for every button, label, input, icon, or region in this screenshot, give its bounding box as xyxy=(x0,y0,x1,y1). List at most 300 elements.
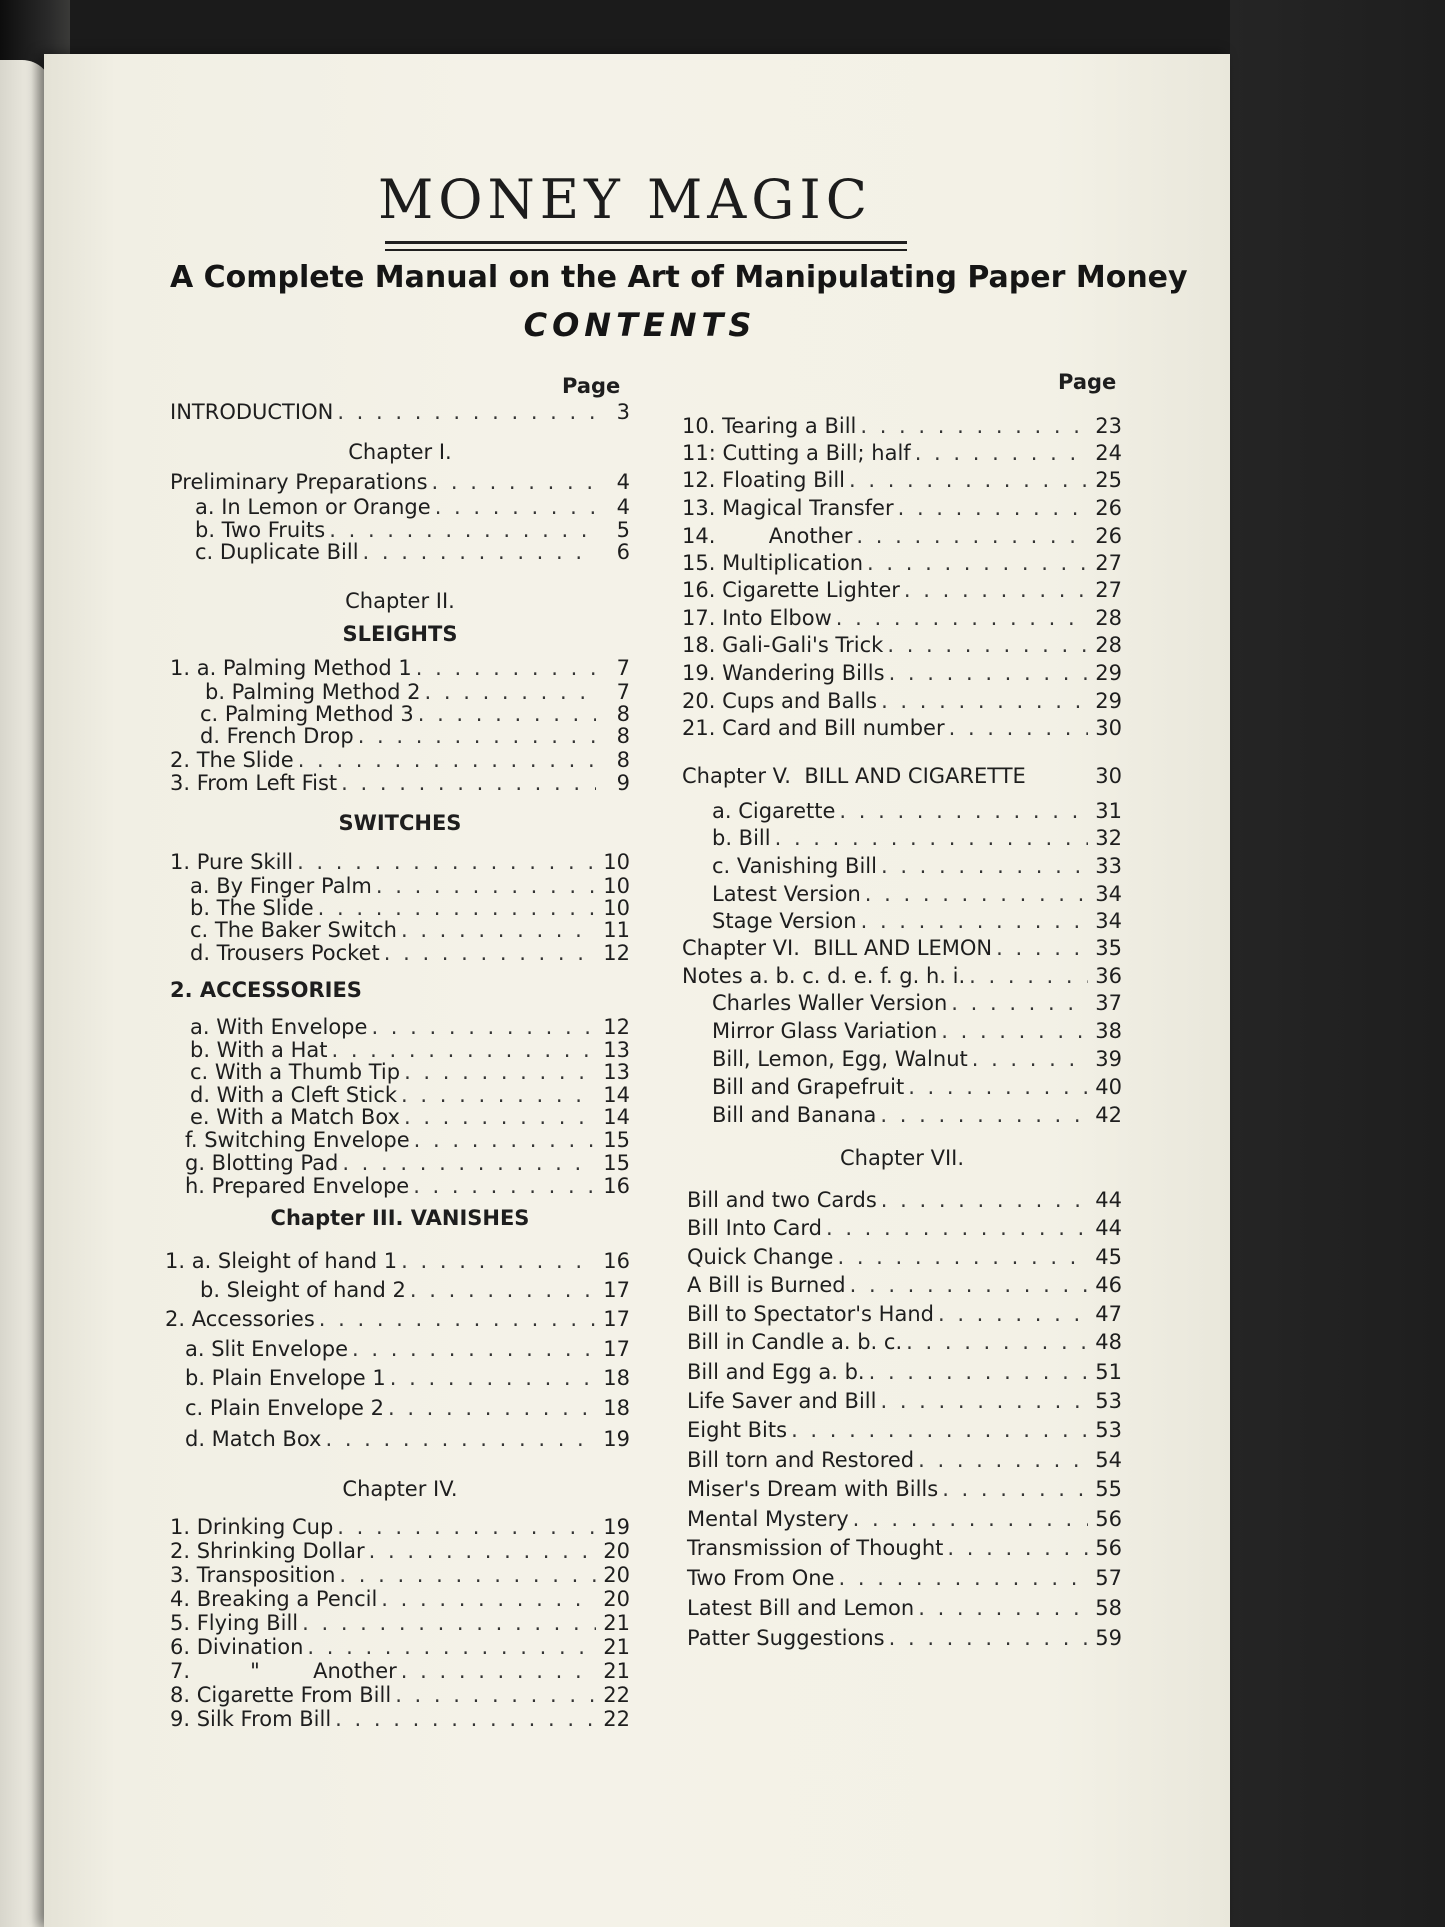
toc-entry-c-the-baker-switch xyxy=(170,918,630,942)
toc-entry-1-pure-skill xyxy=(170,850,630,874)
dot-leader xyxy=(381,1587,596,1611)
toc-entry-label: Two From One xyxy=(687,1566,835,1590)
toc-entry-label: a. With Envelope xyxy=(190,1015,368,1039)
section-heading-chapter-ii: Chapter II. xyxy=(345,589,455,613)
toc-entry-label: Bill to Spectator's Hand xyxy=(687,1302,934,1326)
toc-entry-page-number: 28 xyxy=(1095,633,1122,657)
toc-entry-page-number: 48 xyxy=(1095,1330,1122,1354)
dot-leader xyxy=(414,1128,596,1152)
toc-entry-page-number: 56 xyxy=(1095,1536,1122,1560)
toc-entry-label: Life Saver and Bill xyxy=(687,1389,877,1413)
dot-leader xyxy=(307,1635,596,1659)
dot-leader xyxy=(404,1105,596,1129)
dot-leader xyxy=(425,680,596,704)
toc-entry-label: 14. Another xyxy=(682,524,853,548)
toc-entry-bill-to-spectator-s-hand xyxy=(682,1302,1122,1326)
toc-entry-stage-version xyxy=(682,909,1122,933)
title-rule-thin xyxy=(385,249,907,251)
dot-leader xyxy=(881,689,1088,713)
dot-leader xyxy=(972,1047,1088,1071)
right-page-label: Page xyxy=(1058,370,1117,394)
toc-entry-page-number: 22 xyxy=(603,1707,630,1731)
toc-entry-page-number: 20 xyxy=(603,1563,630,1587)
section-heading-2-accessories: 2. ACCESSORIES xyxy=(170,978,362,1002)
dot-leader xyxy=(906,1330,1088,1354)
toc-entry-label: 2. Accessories xyxy=(165,1307,315,1331)
dot-leader xyxy=(791,1418,1088,1442)
toc-entry-page-number: 22 xyxy=(603,1683,630,1707)
toc-entry-label: Latest Version xyxy=(712,882,861,906)
toc-entry-label: 4. Breaking a Pencil xyxy=(170,1587,378,1611)
dot-leader xyxy=(395,1683,596,1707)
toc-entry-page-number: 53 xyxy=(1095,1389,1122,1413)
toc-entry-page-number: 13 xyxy=(603,1060,630,1084)
toc-entry-page-number: 27 xyxy=(1095,551,1122,575)
toc-entry-bill-and-egg-a-b xyxy=(682,1360,1122,1384)
toc-entry-page-number: 7 xyxy=(616,680,630,704)
toc-entry-page-number: 14 xyxy=(603,1083,630,1107)
toc-entry-8-cigarette-from-bill xyxy=(170,1683,630,1707)
toc-entry-bill-and-grapefruit xyxy=(682,1075,1122,1099)
toc-entry-bill-into-card xyxy=(682,1216,1122,1240)
dot-leader xyxy=(836,606,1088,630)
section-heading-chapter-i: Chapter I. xyxy=(348,440,452,464)
toc-entry-page-number: 8 xyxy=(616,748,630,772)
toc-entry-label: Stage Version xyxy=(712,909,857,933)
dot-leader xyxy=(401,918,596,942)
dot-leader xyxy=(865,882,1088,906)
dot-leader xyxy=(390,1366,596,1390)
toc-entry-page-number: 21 xyxy=(603,1635,630,1659)
toc-entry-label: Mental Mystery xyxy=(687,1507,849,1531)
toc-entry-page-number: 39 xyxy=(1095,1047,1122,1071)
toc-entry-b-the-slide xyxy=(170,896,630,920)
dot-leader xyxy=(342,1151,596,1175)
toc-entry-b-plain-envelope-1 xyxy=(170,1366,630,1390)
dot-leader xyxy=(401,1249,596,1273)
toc-entry-label: c. Palming Method 3 xyxy=(200,702,414,726)
toc-entry-label: Notes a. b. c. d. e. f. g. h. i. xyxy=(682,964,966,988)
toc-entry-18-gali-gali-s-trick xyxy=(682,633,1122,657)
toc-entry-patter-suggestions xyxy=(682,1626,1122,1650)
toc-entry-page-number: 16 xyxy=(603,1249,630,1273)
background-right xyxy=(1230,0,1445,1927)
toc-entry-page-number: 46 xyxy=(1095,1273,1122,1297)
toc-entry-life-saver-and-bill xyxy=(682,1389,1122,1413)
dot-leader xyxy=(369,1539,596,1563)
toc-entry-c-with-a-thumb-tip xyxy=(170,1060,630,1084)
dot-leader xyxy=(384,941,596,965)
toc-entry-label: Bill and Grapefruit xyxy=(712,1075,905,1099)
section-heading-switches: SWITCHES xyxy=(338,811,462,835)
toc-entry-page-number: 15 xyxy=(603,1128,630,1152)
toc-entry-label: 12. Floating Bill xyxy=(682,468,845,492)
dot-leader xyxy=(341,771,596,795)
toc-entry-label: Mirror Glass Variation xyxy=(712,1019,938,1043)
toc-entry-label: c. Plain Envelope 2 xyxy=(185,1396,384,1420)
toc-entry-label: b. Bill xyxy=(712,826,771,850)
toc-entry-page-number: 56 xyxy=(1095,1507,1122,1531)
toc-entry-chapter-vi-bill-and-lemon xyxy=(682,936,1122,960)
toc-entry-1-a-sleight-of-hand-1 xyxy=(165,1249,630,1273)
dot-leader xyxy=(339,1563,596,1587)
dot-leader xyxy=(918,1448,1088,1472)
dot-leader xyxy=(938,1302,1088,1326)
dot-leader xyxy=(949,716,1088,740)
toc-entry-e-with-a-match-box xyxy=(170,1105,630,1129)
toc-entry-page-number: 15 xyxy=(603,1151,630,1175)
dot-leader xyxy=(849,468,1088,492)
toc-entry-page-number: 30 xyxy=(1095,716,1122,740)
toc-entry-label: a. By Finger Palm xyxy=(190,874,372,898)
toc-entry-label: a. In Lemon or Orange xyxy=(195,495,431,519)
toc-entry-page-number: 5 xyxy=(616,518,630,542)
toc-entry-page-number: 14 xyxy=(603,1105,630,1129)
toc-entry-page-number: 9 xyxy=(616,771,630,795)
toc-entry-a-slit-envelope xyxy=(170,1337,630,1361)
toc-entry-quick-change xyxy=(682,1245,1122,1269)
toc-entry-page-number: 38 xyxy=(1095,1019,1122,1043)
dot-leader xyxy=(388,1396,596,1420)
dot-leader xyxy=(416,656,596,680)
toc-entry-page-number: 19 xyxy=(603,1427,630,1451)
section-heading-chapter-vii: Chapter VII. xyxy=(839,1146,965,1170)
toc-entry-1-a-palming-method-1 xyxy=(170,656,630,680)
dot-leader xyxy=(951,991,1088,1015)
toc-entry-label: Bill in Candle a. b. c. xyxy=(687,1330,903,1354)
toc-entry-page-number: 26 xyxy=(1095,496,1122,520)
toc-entry-page-number: 4 xyxy=(616,495,630,519)
toc-entry-page-number: 36 xyxy=(1095,964,1122,988)
toc-entry-label: Eight Bits xyxy=(687,1418,788,1442)
dot-leader xyxy=(775,826,1088,850)
dot-leader xyxy=(331,1038,596,1062)
toc-entry-label: Patter Suggestions xyxy=(687,1626,885,1650)
toc-entry-label: d. French Drop xyxy=(200,724,354,748)
toc-entry-a-by-finger-palm xyxy=(170,874,630,898)
toc-entry-page-number: 42 xyxy=(1095,1103,1122,1127)
toc-entry-page-number: 21 xyxy=(603,1659,630,1683)
toc-entry-label: 16. Cigarette Lighter xyxy=(682,578,900,602)
toc-entry-label: d. With a Cleft Stick xyxy=(190,1083,398,1107)
toc-entry-label: Bill and Banana xyxy=(712,1103,877,1127)
toc-entry-label: 20. Cups and Balls xyxy=(682,689,878,713)
toc-entry-7-another xyxy=(170,1659,630,1683)
toc-entry-label: 1. a. Sleight of hand 1 xyxy=(165,1249,398,1273)
toc-entry-11-cutting-a-bill-half xyxy=(682,441,1122,465)
toc-entry-page-number: 58 xyxy=(1095,1596,1122,1620)
toc-entry-14-another xyxy=(682,524,1122,548)
dot-leader xyxy=(337,400,596,424)
toc-entry-2-shrinking-dollar xyxy=(170,1539,630,1563)
dot-leader xyxy=(947,1536,1088,1560)
toc-entry-a-bill-is-burned xyxy=(682,1273,1122,1297)
toc-entry-label: c. Duplicate Bill xyxy=(195,540,359,564)
dot-leader xyxy=(889,1626,1088,1650)
toc-entry-label: 11: Cutting a Bill; half xyxy=(682,441,911,465)
dot-leader xyxy=(329,518,596,542)
toc-entry-page-number: 20 xyxy=(603,1587,630,1611)
toc-entry-two-from-one xyxy=(682,1566,1122,1590)
toc-entry-page-number: 8 xyxy=(616,724,630,748)
toc-entry-2-accessories xyxy=(165,1307,630,1331)
toc-entry-label: 8. Cigarette From Bill xyxy=(170,1683,392,1707)
toc-entry-a-with-envelope xyxy=(170,1015,630,1039)
toc-entry-page-number: 45 xyxy=(1095,1245,1122,1269)
section-heading-sleights: SLEIGHTS xyxy=(342,622,458,646)
dot-leader xyxy=(371,1015,596,1039)
toc-entry-b-palming-method-2 xyxy=(170,680,630,704)
toc-entry-chapter-v-bill-and-cigarette xyxy=(682,764,1122,788)
toc-entry-f-switching-envelope xyxy=(170,1128,630,1152)
toc-entry-d-trousers-pocket xyxy=(170,941,630,965)
dot-leader xyxy=(889,661,1088,685)
toc-entry-page-number: 51 xyxy=(1095,1360,1122,1384)
toc-entry-eight-bits xyxy=(682,1418,1122,1442)
toc-entry-page-number: 34 xyxy=(1095,882,1122,906)
toc-entry-page-number: 10 xyxy=(603,874,630,898)
dot-leader xyxy=(837,1245,1088,1269)
dot-leader xyxy=(898,496,1088,520)
toc-entry-b-sleight-of-hand-2 xyxy=(170,1278,630,1302)
dot-leader xyxy=(432,470,596,494)
toc-entry-17-into-elbow xyxy=(682,606,1122,630)
dot-leader xyxy=(839,1566,1088,1590)
toc-entry-21-card-and-bill-number xyxy=(682,716,1122,740)
toc-entry-label: Transmission of Thought xyxy=(687,1536,944,1560)
book-subtitle: A Complete Manual on the Art of Manipulating Paper Money xyxy=(170,260,1188,295)
dot-leader xyxy=(881,1188,1088,1212)
toc-entry-page-number: 18 xyxy=(603,1366,630,1390)
toc-entry-page-number: 53 xyxy=(1095,1418,1122,1442)
dot-leader xyxy=(401,1083,596,1107)
dot-leader xyxy=(325,1427,596,1451)
toc-entry-label: 13. Magical Transfer xyxy=(682,496,894,520)
toc-entry-label: Chapter V. BILL AND CIGARETTE xyxy=(682,764,1026,788)
toc-entry-label: A Bill is Burned xyxy=(687,1273,846,1297)
dot-leader xyxy=(319,1307,596,1331)
dot-leader xyxy=(856,524,1088,548)
dot-leader xyxy=(942,1477,1088,1501)
toc-entry-label: e. With a Match Box xyxy=(190,1105,400,1129)
left-page-label: Page xyxy=(562,374,621,398)
toc-entry-charles-waller-version xyxy=(682,991,1122,1015)
toc-entry-transmission-of-thought xyxy=(682,1536,1122,1560)
toc-entry-13-magical-transfer xyxy=(682,496,1122,520)
dot-leader xyxy=(418,702,596,726)
toc-entry-label: 3. From Left Fist xyxy=(170,771,338,795)
dot-leader xyxy=(363,540,596,564)
toc-entry-label: h. Prepared Envelope xyxy=(185,1174,410,1198)
toc-entry-label: d. Match Box xyxy=(185,1427,322,1451)
toc-entry-label: 1. Pure Skill xyxy=(170,850,294,874)
toc-entry-label: Bill Into Card xyxy=(687,1216,822,1240)
toc-entry-bill-in-candle-a-b-c xyxy=(682,1330,1122,1354)
dot-leader xyxy=(996,936,1088,960)
dot-leader xyxy=(941,1019,1088,1043)
toc-entry-label: b. Sleight of hand 2 xyxy=(200,1278,406,1302)
dot-leader xyxy=(860,414,1088,438)
toc-entry-page-number: 59 xyxy=(1095,1626,1122,1650)
toc-entry-bill-lemon-egg-walnut xyxy=(682,1047,1122,1071)
toc-entry-16-cigarette-lighter xyxy=(682,578,1122,602)
toc-entry-3-transposition xyxy=(170,1563,630,1587)
toc-entry-20-cups-and-balls xyxy=(682,689,1122,713)
toc-entry-label: 2. The Slide xyxy=(170,748,294,772)
toc-entry-label: 6. Divination xyxy=(170,1635,304,1659)
dot-leader xyxy=(881,854,1088,878)
dot-leader xyxy=(887,633,1088,657)
toc-entry-page-number: 12 xyxy=(603,1015,630,1039)
toc-entry-page-number: 16 xyxy=(603,1174,630,1198)
toc-entry-label: 5. Flying Bill xyxy=(170,1611,299,1635)
toc-entry-3-from-left-fist xyxy=(170,771,630,795)
toc-entry-d-match-box xyxy=(170,1427,630,1451)
toc-entry-label: Chapter VI. BILL AND LEMON xyxy=(682,936,993,960)
dot-leader xyxy=(908,1075,1088,1099)
dot-leader xyxy=(826,1216,1088,1240)
toc-entry-page-number: 30 xyxy=(1095,764,1122,788)
dot-leader xyxy=(352,1337,596,1361)
toc-entry-page-number: 35 xyxy=(1095,936,1122,960)
toc-entry-page-number: 25 xyxy=(1095,468,1122,492)
toc-entry-bill-and-banana xyxy=(682,1103,1122,1127)
toc-entry-c-plain-envelope-2 xyxy=(170,1396,630,1420)
toc-entry-label: d. Trousers Pocket xyxy=(190,941,380,965)
toc-entry-page-number: 32 xyxy=(1095,826,1122,850)
toc-entry-latest-version xyxy=(682,882,1122,906)
section-heading-chapter-iv: Chapter IV. xyxy=(342,1477,458,1501)
toc-entry-label: Bill, Lemon, Egg, Walnut xyxy=(712,1047,968,1071)
toc-entry-bill-torn-and-restored xyxy=(682,1448,1122,1472)
toc-entry-page-number: 23 xyxy=(1095,414,1122,438)
toc-entry-label: g. Blotting Pad xyxy=(185,1151,339,1175)
toc-entry-label: Quick Change xyxy=(687,1245,834,1269)
toc-entry-label: 3. Transposition xyxy=(170,1563,336,1587)
toc-entry-1-drinking-cup xyxy=(170,1515,630,1539)
toc-entry-page-number: 29 xyxy=(1095,689,1122,713)
toc-entry-c-palming-method-3 xyxy=(170,702,630,726)
toc-entry-label: 10. Tearing a Bill xyxy=(682,414,857,438)
dot-leader xyxy=(861,909,1088,933)
toc-entry-4-breaking-a-pencil xyxy=(170,1587,630,1611)
toc-entry-page-number: 24 xyxy=(1095,441,1122,465)
toc-entry-c-duplicate-bill xyxy=(170,540,630,564)
toc-entry-page-number: 55 xyxy=(1095,1477,1122,1501)
toc-entry-label: 19. Wandering Bills xyxy=(682,661,885,685)
toc-entry-page-number: 40 xyxy=(1095,1075,1122,1099)
dot-leader xyxy=(969,964,1088,988)
dot-leader xyxy=(302,1611,596,1635)
dot-leader xyxy=(880,1389,1088,1413)
toc-entry-label: 1. a. Palming Method 1 xyxy=(170,656,412,680)
toc-entry-label: 15. Multiplication xyxy=(682,551,864,575)
toc-entry-label: c. Vanishing Bill xyxy=(712,854,877,878)
toc-entry-label: 2. Shrinking Dollar xyxy=(170,1539,365,1563)
toc-entry-page-number: 18 xyxy=(603,1396,630,1420)
dot-leader xyxy=(376,874,596,898)
dot-leader xyxy=(869,1360,1088,1384)
toc-entry-page-number: 17 xyxy=(603,1278,630,1302)
toc-entry-label: Bill and Egg a. b. xyxy=(687,1360,865,1384)
toc-entry-page-number: 6 xyxy=(616,540,630,564)
toc-entry-label: Charles Waller Version xyxy=(712,991,948,1015)
toc-entry-9-silk-from-bill xyxy=(170,1707,630,1731)
toc-entry-10-tearing-a-bill xyxy=(682,414,1122,438)
dot-leader xyxy=(867,551,1088,575)
toc-entry-label: Bill and two Cards xyxy=(687,1188,877,1212)
toc-entry-page-number: 3 xyxy=(616,400,630,424)
toc-entry-page-number: 44 xyxy=(1095,1188,1122,1212)
toc-entry-label: Bill torn and Restored xyxy=(687,1448,915,1472)
toc-entry-page-number: 11 xyxy=(603,918,630,942)
toc-entry-2-the-slide xyxy=(170,748,630,772)
toc-entry-page-number: 37 xyxy=(1095,991,1122,1015)
dot-leader xyxy=(850,1273,1088,1297)
toc-entry-g-blotting-pad xyxy=(170,1151,630,1175)
toc-entry-page-number: 54 xyxy=(1095,1448,1122,1472)
section-heading-chapter-iii-vanishes: Chapter III. VANISHES xyxy=(270,1206,530,1230)
dot-leader xyxy=(839,799,1088,823)
dot-leader xyxy=(915,441,1088,465)
toc-entry-page-number: 47 xyxy=(1095,1302,1122,1326)
toc-entry-page-number: 28 xyxy=(1095,606,1122,630)
dot-leader xyxy=(318,896,596,920)
dot-leader xyxy=(335,1707,596,1731)
title-rule xyxy=(385,241,907,244)
toc-entry-page-number: 4 xyxy=(616,470,630,494)
toc-entry-label: b. Palming Method 2 xyxy=(205,680,421,704)
toc-entry-page-number: 57 xyxy=(1095,1566,1122,1590)
toc-entry-miser-s-dream-with-bills xyxy=(682,1477,1122,1501)
toc-entry-notes-a-b-c-d-e-f-g-h-i xyxy=(682,964,1122,988)
toc-entry-b-bill xyxy=(682,826,1122,850)
toc-entry-page-number: 33 xyxy=(1095,854,1122,878)
toc-entry-label: b. The Slide xyxy=(190,896,314,920)
toc-entry-label: a. Slit Envelope xyxy=(185,1337,348,1361)
toc-entry-page-number: 31 xyxy=(1095,799,1122,823)
contents-heading: CONTENTS xyxy=(523,306,757,344)
toc-entry-bill-and-two-cards xyxy=(682,1188,1122,1212)
toc-entry-page-number: 13 xyxy=(603,1038,630,1062)
dot-leader xyxy=(904,578,1088,602)
toc-entry-19-wandering-bills xyxy=(682,661,1122,685)
toc-entry-label: c. The Baker Switch xyxy=(190,918,397,942)
toc-entry-page-number: 19 xyxy=(603,1515,630,1539)
toc-entry-introduction xyxy=(170,400,630,424)
toc-entry-page-number: 10 xyxy=(603,850,630,874)
toc-entry-page-number: 10 xyxy=(603,896,630,920)
toc-entry-label: b. Plain Envelope 1 xyxy=(185,1366,386,1390)
dot-leader xyxy=(918,1596,1088,1620)
toc-entry-page-number: 34 xyxy=(1095,909,1122,933)
book-title: MONEY MAGIC xyxy=(377,168,873,231)
dot-leader xyxy=(337,1515,596,1539)
toc-entry-label: 17. Into Elbow xyxy=(682,606,832,630)
toc-entry-label: b. Two Fruits xyxy=(195,518,326,542)
toc-entry-page-number: 7 xyxy=(616,656,630,680)
toc-entry-page-number: 44 xyxy=(1095,1216,1122,1240)
toc-entry-label: INTRODUCTION xyxy=(170,400,334,424)
toc-entry-preliminary-preparations xyxy=(170,470,630,494)
toc-entry-a-cigarette xyxy=(682,799,1122,823)
toc-entry-label: f. Switching Envelope xyxy=(185,1128,410,1152)
toc-entry-c-vanishing-bill xyxy=(682,854,1122,878)
dot-leader xyxy=(853,1507,1088,1531)
dot-leader xyxy=(298,748,596,772)
toc-entry-label: Preliminary Preparations xyxy=(170,470,428,494)
toc-entry-page-number: 17 xyxy=(603,1337,630,1361)
